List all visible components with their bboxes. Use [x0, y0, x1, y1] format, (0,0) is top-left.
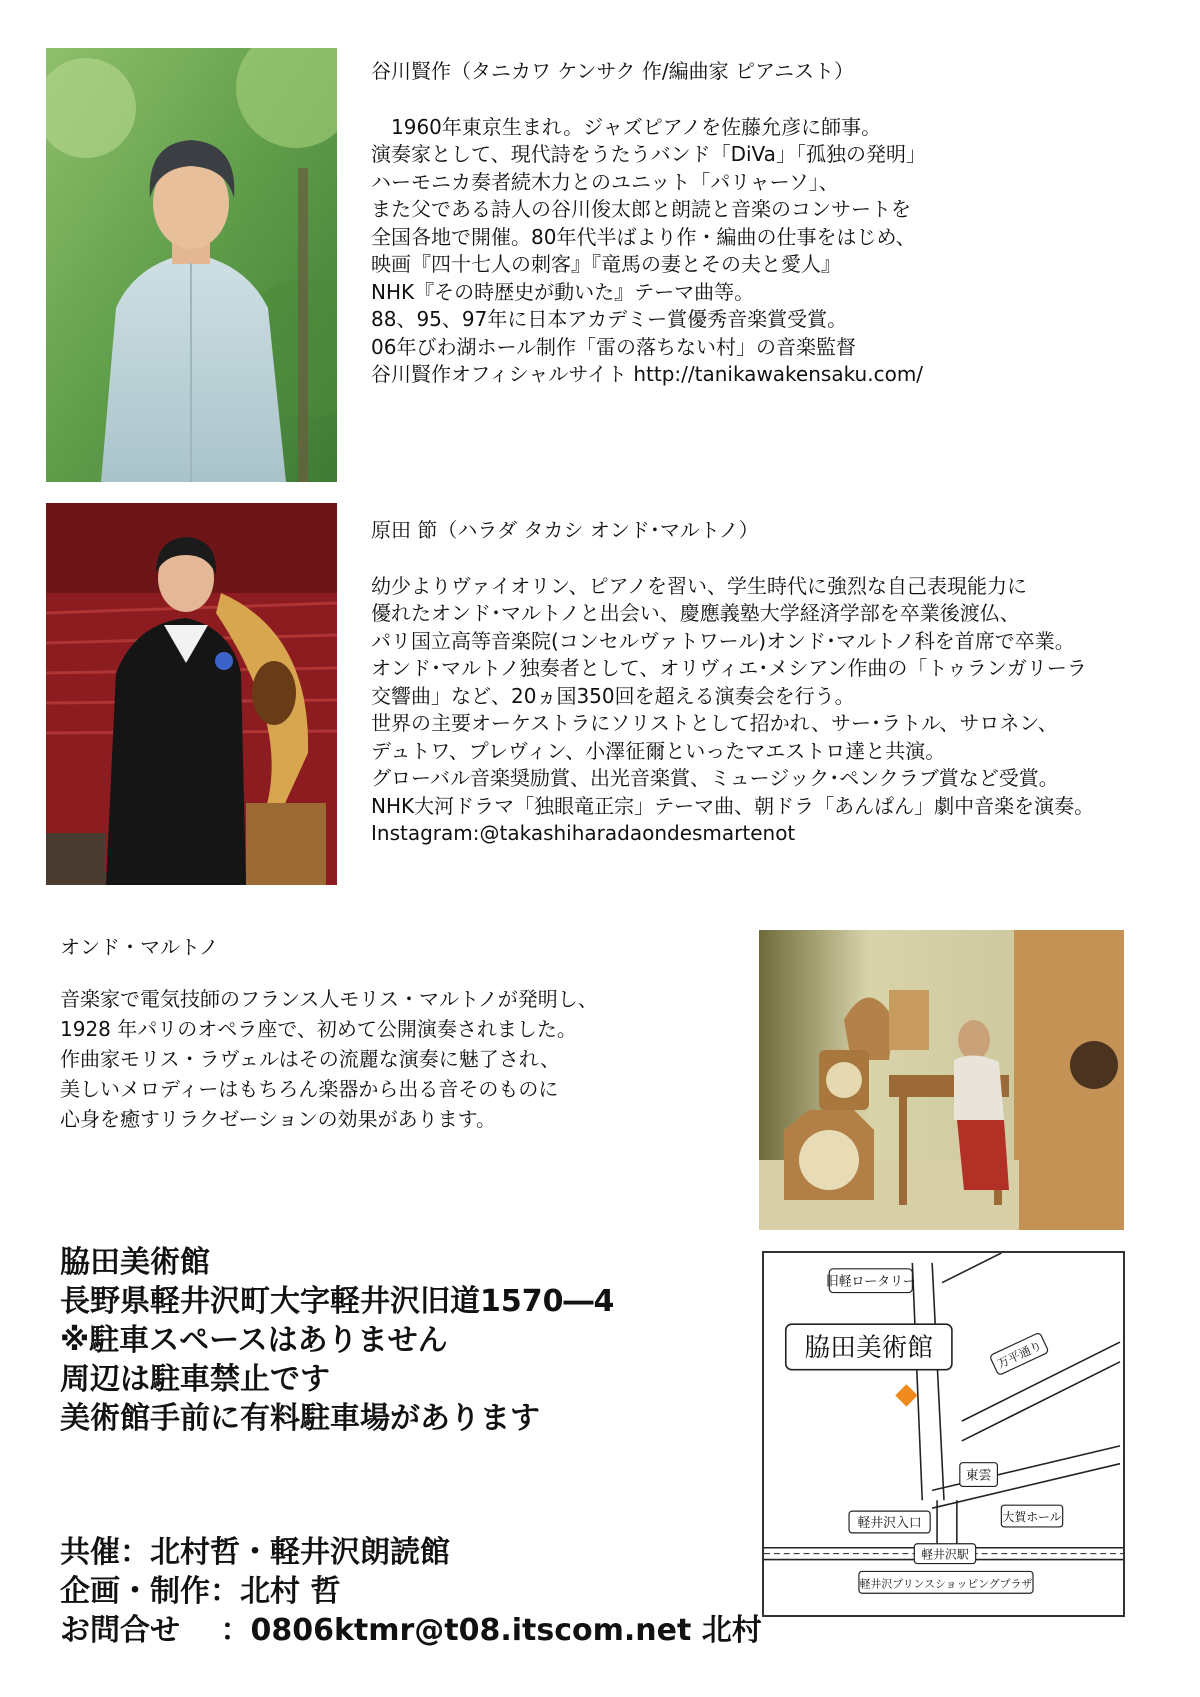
ondes-section [60, 932, 598, 1134]
access-map [762, 1251, 1125, 1617]
map-label-tounsou: 東雲 [965, 1468, 992, 1484]
tanikawa-bio-line: 88、95、97年に日本アカデミー賞優秀音楽賞受賞。 [371, 307, 848, 331]
harada-instagram[interactable]: Instagram:@takashiharadaondesmartenot [371, 821, 796, 845]
harada-bio-line: デュトワ、プレヴィン、小澤征爾といったマエストロ達と共演。 [371, 738, 946, 763]
harada-bio-line: オンド･マルトノ独奏者として、オリヴィエ･メシアン作曲の「トゥランガリーラ [371, 656, 1087, 680]
parking-note: 周辺は駐車禁止です [60, 1362, 330, 1397]
tanikawa-bio-line: NHK『その時歴史が動いた』テーマ曲等。 [371, 279, 755, 304]
tanikawa-website[interactable]: 谷川賢作オフィシャルサイト http://tanikawakensaku.com/ [371, 362, 924, 386]
map-label-ohga-hall: 大賀ホール [1002, 1510, 1062, 1525]
map-label-entrance: 軽井沢入口 [857, 1515, 922, 1531]
tanikawa-photo [46, 48, 337, 482]
map-label-museum: 脇田美術館 [804, 1332, 934, 1363]
credits [60, 1533, 762, 1650]
harada-bio-line: 交響曲」など、20ヵ国350回を超える演奏会を行う。 [371, 683, 855, 708]
map-label-prince: 軽井沢プリンスショッピングプラザ [859, 1577, 1033, 1591]
venue-name: 脇田美術館 [60, 1245, 210, 1280]
venue-address: 長野県軽井沢町大字軽井沢旧道1570―4 [60, 1284, 615, 1319]
planning-line: 企画・制作：北村 哲 [60, 1574, 341, 1609]
tanikawa-bio-line: 映画『四十七人の刺客』『竜馬の妻とその夫と愛人』 [371, 252, 841, 276]
map-label-manpei: 万平通り [995, 1338, 1045, 1372]
harada-bio [371, 517, 1094, 848]
harada-bio-line: 幼少よりヴァイオリン、ピアノを習い、学生時代に強烈な自己表現能力に [371, 573, 1027, 598]
tanikawa-name: 谷川賢作（タニカワ ケンサク 作/編曲家 ピアニスト） [371, 59, 855, 83]
tanikawa-bio-line: 演奏家として、現代詩をうたうバンド「DiVa」「孤独の発明」 [371, 142, 926, 166]
museum-marker-icon [895, 1384, 917, 1406]
ondes-line: 音楽家で電気技師のフランス人モリス・マルトノが発明し、 [60, 987, 598, 1011]
harada-name: 原田 節（ハラダ タカシ オンド･マルトノ） [371, 518, 759, 542]
harada-bio-line: NHK大河ドラマ「独眼竜正宗」テーマ曲、朝ドラ「あんぱん」劇中音楽を演奏。 [371, 793, 1095, 818]
ondes-photo [759, 930, 1124, 1230]
harada-bio-line: グローバル音楽奨励賞、出光音楽賞、ミュージック･ペンクラブ賞など受賞。 [371, 766, 1059, 790]
harada-bio-line: 世界の主要オーケストラにソリストとして招かれ、サー･ラトル、サロネン、 [371, 711, 1058, 735]
ondes-line: 1928 年パリのオペラ座で、初めて公開演奏されました。 [60, 1017, 577, 1041]
cohost-line: 共催：北村哲・軽井沢朗読館 [60, 1535, 450, 1570]
parking-note: ※駐車スペースはありません [60, 1323, 448, 1358]
contact-line[interactable]: お問合せ ：0806ktmr@t08.itscom.net 北村 [60, 1613, 762, 1648]
ondes-line: 心身を癒すリラクゼーションの効果があります。 [60, 1107, 496, 1131]
ondes-line: 美しいメロディーはもちろん楽器から出る音そのものに [60, 1077, 559, 1101]
tanikawa-bio-line: 1960年東京生まれ。ジャズピアノを佐藤允彦に師事。 [371, 114, 882, 139]
harada-photo [46, 503, 337, 885]
venue-info [60, 1243, 614, 1438]
tanikawa-bio-line: また父である詩人の谷川俊太郎と朗読と音楽のコンサートを [371, 197, 911, 221]
tanikawa-bio-line: 06年びわ湖ホール制作「雷の落ちない村」の音楽監督 [371, 334, 857, 359]
map-label-station: 軽井沢駅 [921, 1547, 969, 1562]
map-label-rotary: 旧軽ロータリー [825, 1274, 916, 1290]
ondes-line: 作曲家モリス・ラヴェルはその流麗な演奏に魅了され、 [60, 1047, 560, 1071]
tanikawa-bio-line: 全国各地で開催。80年代半ばより作・編曲の仕事をはじめ、 [371, 224, 916, 249]
harada-bio-line: パリ国立高等音楽院(コンセルヴァトワール)オンド･マルトノ科を首席で卒業。 [371, 628, 1075, 653]
parking-note: 美術館手前に有料駐車場があります [60, 1401, 540, 1436]
ondes-heading: オンド・マルトノ [60, 935, 219, 959]
tanikawa-bio [371, 58, 926, 389]
tanikawa-bio-line: ハーモニカ奏者続木力とのユニット「パリャーソ」、 [371, 169, 839, 194]
harada-bio-line: 優れたオンド･マルトノと出会い、慶應義塾大学経済学部を卒業後渡仏、 [371, 601, 1020, 625]
